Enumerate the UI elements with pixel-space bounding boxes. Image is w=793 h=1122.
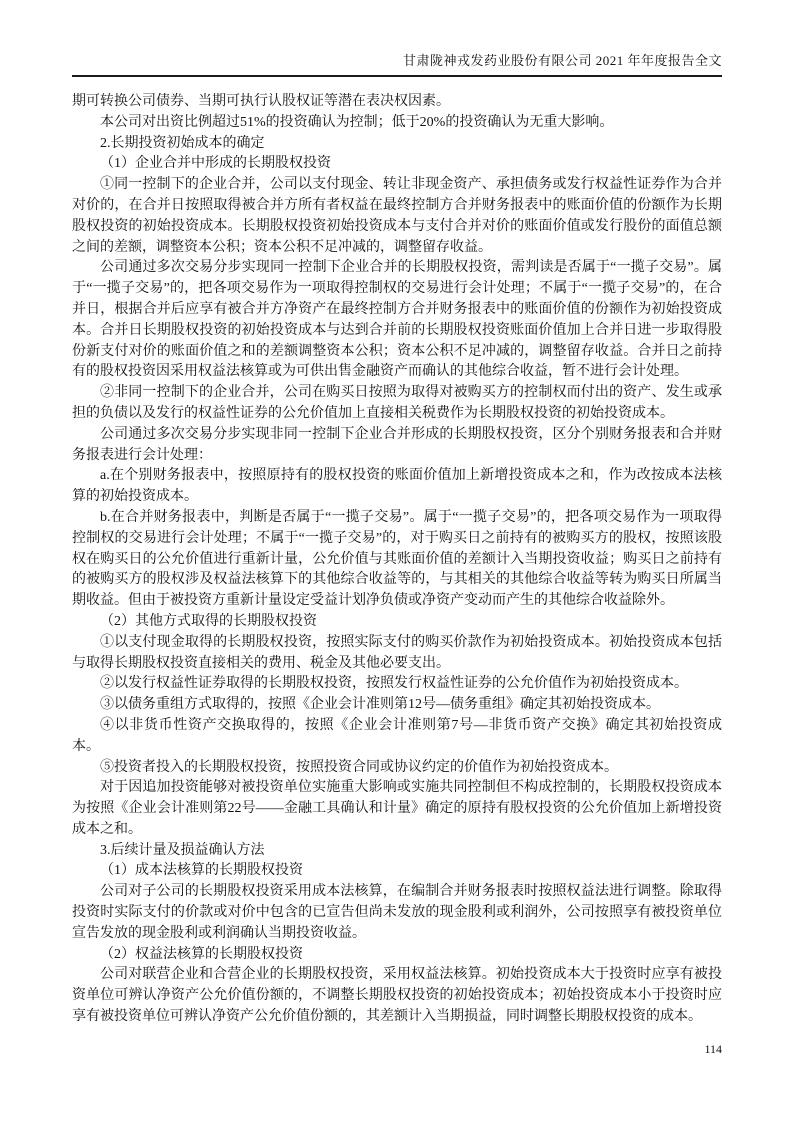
paragraph: ②非同一控制下的企业合并，公司在购买日按照为取得对被购买方的控制权而付出的资产、发生或承担的负债以及发行的权益性证券的公允价值加上直接相关税费作为长期股权投资的初始投资成本。 (72, 385, 722, 421)
section-heading: 3.后续计量及损益确认方法 (100, 842, 265, 858)
subsection-heading: （2）权益法核算的长期股权投资 (100, 946, 303, 962)
paragraph: 期可转换公司债券、当期可执行认股权证等潜在表决权因素。 (72, 94, 450, 109)
paragraph: b.在合并财务报表中，判断是否属于“一揽子交易”。属于“一揽子交易”的，把各项交易作为一项取得控制权的交易进行会计处理；不属于“一揽子交易”的，对于购买日之前持有的被购买方的股权，按照该股权在购买日的公允价值进行重新计量，公允价值与其账面价值的差额计入当期投资收益；购买日之前持有的被购买方的股权涉及权益法核算下的其他综合收益等的，与其相关的其他综合收益等转为购买日所属当期收益。但由于被投资方重新计量设定受益计划净负债或净资产变动而产生的其他综合收益除外。 (72, 509, 722, 609)
subsection-heading: （1）成本法核算的长期股权投资 (100, 863, 303, 879)
report-title: 甘肃陇神戎发药业股份有限公司 2021 年年度报告全文 (402, 53, 722, 68)
paragraph: ①以支付现金取得的长期股权投资，按照实际支付的购买价款作为初始投资成本。初始投资成本包括与取得长期股权投资直接相关的费用、税金及其他必要支出。 (72, 634, 722, 671)
paragraph: 公司对子公司的长期股权投资采用成本法核算，在编制合并财务报表时按照权益法进行调整。除取得投资时实际支付的价款或对价中包含的已宣告但尚未发放的现金股利或利润外，公司按照享有被投资单位宣告发放的现金股利或利润确认当期投资收益。 (72, 884, 722, 941)
paragraph: 公司对联营企业和合营企业的长期股权投资，采用权益法核算。初始投资成本大于投资时应享有被投资单位可辨认净资产公允价值份额的，不调整长期股权投资的初始投资成本；初始投资成本小于投资时应享有被投资单位可辨认净资产公允价值份额的，其差额计入当期损益，同时调整长期股权投资的成本。 (72, 967, 722, 1025)
subsection-heading: （2）其他方式取得的长期股权投资 (100, 613, 317, 629)
paragraph: ③以债务重组方式取得的，按照《企业会计准则第12号—债务重组》确定其初始投资成本。 (100, 697, 660, 713)
paragraph: 公司通过多次交易分步实现非同一控制下企业合并形成的长期股权投资，区分个别财务报表和合并财务报表进行会计处理： (72, 426, 722, 463)
document-body (72, 92, 722, 1028)
paragraph: 公司通过多次交易分步实现同一控制下企业合并的长期股权投资，需判读是否属于“一揽子交易”。属于“一揽子交易”的，把各项交易作为一项取得控制权的交易进行会计处理；不属于“一揽子交易”的，在合并日，根据合并后应享有被合并方净资产在最终控制方合并财务报表中的账面价值的份额作为初始投资成本。合并日长期股权投资的初始投资成本与达到合并前的长期股权投资账面价值加上合并日进一步取得股份新支付对价的账面价值之和的差额调整资本公积；资本公积不足冲减的，调整留存收益。合并日之前持有的股权投资因采用权益法核算或为可供出售金融资产而确认的其他综合收益，暂不进行会计处理。 (72, 260, 722, 380)
paragraph: ①同一控制下的企业合并，公司以支付现金、转让非现金资产、承担债务或发行权益性证券作为合并对价的，在合并日按照取得被合并方所有者权益在最终控制方合并财务报表中的账面价值的份额作为长期股权投资的初始投资成本。长期股权投资初始投资成本与支付合并对价的账面价值或发行股份的面值总额之间的差额，调整资本公积；资本公积不足冲减的，调整留存收益。 (72, 177, 722, 255)
paragraph: ④以非货币性资产交换取得的，按照《企业会计准则第7号—非货币资产交换》确定其初始投资成本。 (72, 717, 722, 754)
paragraph: ②以发行权益性证券取得的长期股权投资，按照发行权益性证券的公允价值作为初始投资成本。 (100, 676, 688, 692)
page-footer (72, 1042, 722, 1057)
section-heading: 2.长期投资初始成本的确定 (100, 135, 265, 151)
paragraph: ⑤投资者投入的长期股权投资，按照投资合同或协议约定的价值作为初始投资成本。 (100, 759, 618, 775)
page-header (72, 50, 722, 77)
paragraph: 本公司对出资比例超过51%的投资确认为控制；低于20%的投资确认为无重大影响。 (100, 114, 614, 130)
paragraph: a.在个别财务报表中，按照原持有的股权投资的账面价值加上新增投资成本之和，作为改按成本法核算的初始投资成本。 (72, 468, 722, 505)
page-number: 114 (704, 1042, 722, 1056)
subsection-heading: （1）企业合并中形成的长期股权投资 (100, 156, 331, 172)
paragraph: 对于因追加投资能够对被投资单位实施重大影响或实施共同控制但不构成控制的，长期股权投资成本为按照《企业会计准则第22号——金融工具确认和计量》确定的原持有股权投资的公允价值加上新增投资成本之和。 (72, 780, 722, 837)
